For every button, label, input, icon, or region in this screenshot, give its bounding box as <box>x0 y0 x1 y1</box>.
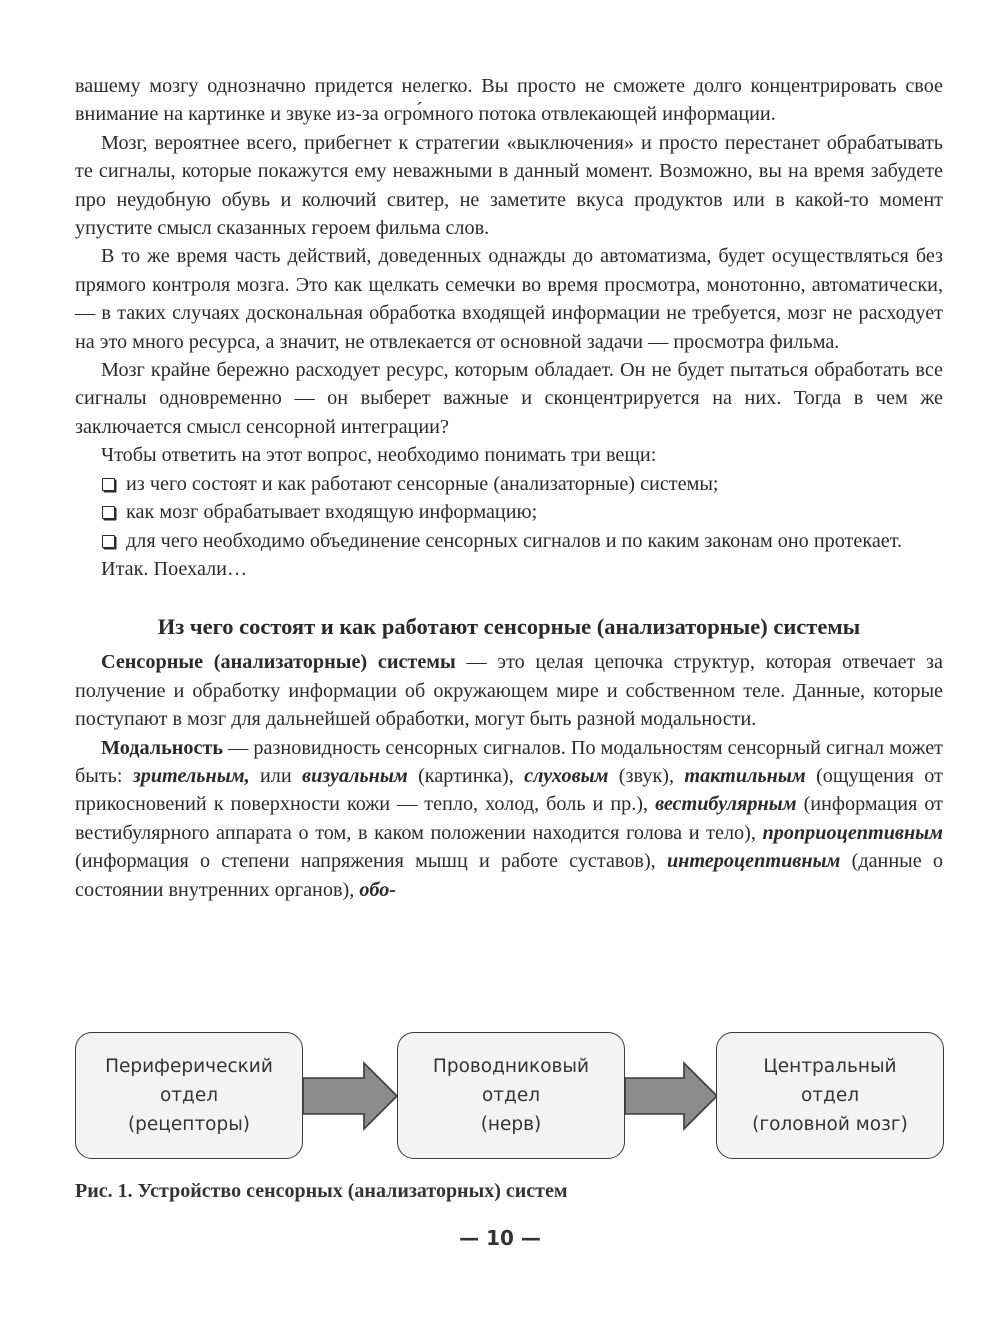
box-label: Проводниковый <box>432 1056 590 1077</box>
definition-paragraph <box>75 734 943 904</box>
text-run: — разновидность сенсорных сигналов. По модальностям сенсорный сигнал может быть: <box>75 736 943 787</box>
paragraph: В то же время часть действий, доведенных однажды до автоматизма, будет осуществляться без прямого контроля мозга. Это как щелкать семечки во время просмотра, монотонно, автоматически, — в таких случаях доскональная обработка входящей информации не требуется, мозг не расходует на это много ресурса, а значит, не отвлекается от основной задачи — просмотра фильма. <box>75 245 943 353</box>
text-run: (данные о состоянии внутренних органов), <box>75 850 943 901</box>
emphasis-term: тактильным <box>684 764 806 787</box>
diagram-box-central <box>716 1032 944 1159</box>
box-label: (головной мозг) <box>752 1114 908 1135</box>
definition-paragraph <box>75 648 943 733</box>
checkbox-bullet-icon <box>102 478 115 491</box>
box-label: отдел <box>481 1085 541 1106</box>
arrow-right-icon <box>624 1060 719 1132</box>
section-heading: Из чего состоят и как работают сенсорные (анализаторные) системы <box>157 614 861 640</box>
diagram-box-peripheral <box>75 1032 303 1159</box>
page-body <box>75 72 943 904</box>
defined-term: Модальность <box>101 736 224 759</box>
arrow-right-icon <box>302 1060 399 1132</box>
bullet-list <box>75 470 943 555</box>
emphasis-term: проприоцептивным <box>762 821 943 844</box>
bullet-text: как мозг обрабатывает входящую информацию; <box>126 501 538 524</box>
bullet-text: для чего необходимо объединение сенсорных сигналов и по каким законам оно протекает. <box>126 529 903 552</box>
box-label: Периферический <box>105 1056 273 1077</box>
emphasis-term: слуховым <box>524 764 609 787</box>
box-label: (нерв) <box>480 1114 542 1135</box>
box-label: (рецепторы) <box>127 1114 251 1135</box>
text-run: (звук), <box>608 764 685 787</box>
paragraph: Мозг, вероятнее всего, прибегнет к стратегии «выключения» и просто перестанет обрабатывать те сигналы, которые покажутся ему неважными в данный момент. Возможно, вы на время забудете про неудобную обувь и колючий свитер, не заметите вкуса продуктов или в какой-то момент упустите смысл сказанных героем фильма слов. <box>75 131 943 240</box>
checkbox-bullet-icon <box>102 506 115 519</box>
emphasis-term: визуальным <box>302 764 408 787</box>
bullet-text: из чего состоят и как работают сенсорные (анализаторные) системы; <box>126 472 719 495</box>
figure-caption: Рис. 1. Устройство сенсорных (анализаторных) систем <box>75 1180 568 1202</box>
diagram-box-conductive <box>397 1032 625 1159</box>
box-label: Центральный <box>763 1056 897 1077</box>
paragraph: Мозг крайне бережно расходует ресурс, которым обладает. Он не будет пытаться обработать все сигналы одновременно — он выберет важные и сконцентрируется на них. Тогда в чем же заключается смысл сенсорной интеграции? <box>75 359 943 438</box>
emphasis-term: обо- <box>359 878 397 901</box>
paragraph: Чтобы ответить на этот вопрос, необходимо понимать три вещи: <box>101 444 657 467</box>
box-label: отдел <box>800 1085 860 1106</box>
closing-line: Итак. Поехали… <box>101 557 248 580</box>
text-run: (ощущения от прикосновений к поверхности кожи — тепло, холод, боль и пр.), <box>75 764 943 816</box>
text-run: или <box>249 764 303 787</box>
defined-term: Сенсорные (анализаторные) системы <box>101 651 456 674</box>
bullet-item <box>75 527 943 555</box>
bullet-item <box>75 470 943 498</box>
text-run: (информация о степени напряжения мышц и работе суставов), <box>75 850 667 873</box>
box-label: отдел <box>159 1085 219 1106</box>
emphasis-term: вестибулярным <box>655 793 797 816</box>
definition-text: — это целая цепочка структур, которая отвечает за получение и обработку информации об окружающем мире и собственном теле. Данные, которые поступают в мозг для дальнейшей обработки, могут быть разной модальности. <box>75 651 943 731</box>
emphasis-term: интероцептивным <box>666 850 841 873</box>
emphasis-term: зрительным, <box>132 764 250 787</box>
paragraph: вашему мозгу однозначно придется нелегко. Вы просто не сможете долго концентрировать свое внимание на картинке и звуке из-за огро́много потока отвлекающей информации. <box>75 75 943 126</box>
text-run: (картинка), <box>407 764 525 787</box>
text-run: (информация от вестибулярного аппарата о том, в каком положении находится голова и тело), <box>75 793 943 844</box>
checkbox-bullet-icon <box>102 535 115 548</box>
bullet-item <box>75 498 943 526</box>
page-number: — 10 — <box>459 1226 541 1250</box>
